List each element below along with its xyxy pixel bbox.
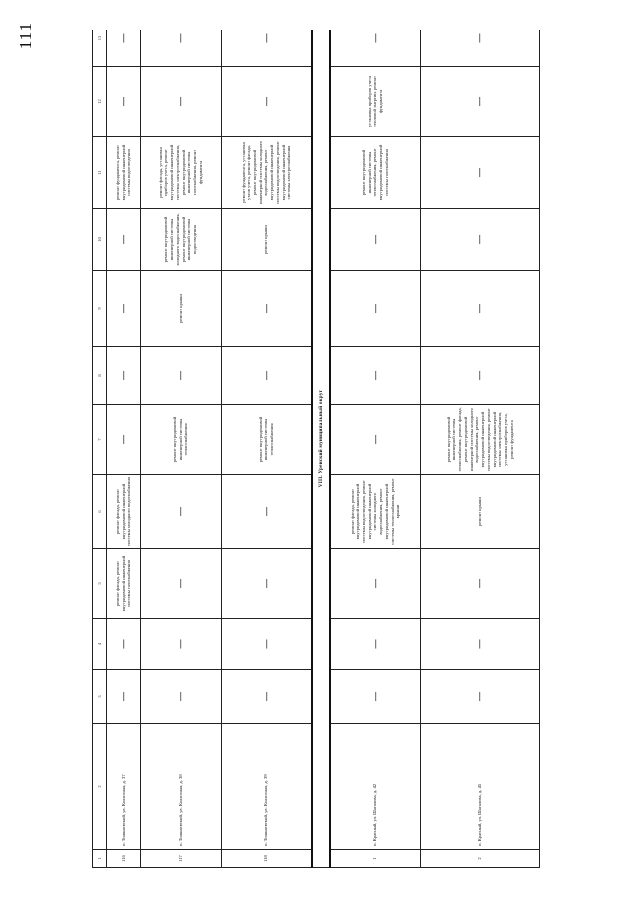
work-cell: —: [140, 619, 221, 670]
rotated-table-container: [92, 30, 540, 868]
table-row: [221, 30, 312, 868]
column-number-header: 12: [93, 67, 107, 137]
work-cell: —: [221, 30, 312, 67]
work-cell: —: [330, 549, 421, 619]
work-cell: —: [330, 30, 421, 67]
work-cell: —: [107, 619, 140, 670]
work-cell: —: [107, 405, 140, 475]
work-cell: —: [107, 347, 140, 405]
column-number-header: 2: [93, 724, 107, 850]
row-number: 117: [140, 850, 221, 868]
table-row: [107, 30, 140, 868]
work-cell: ремонт внутридомовой инженерной системы теплоснабжения: [221, 405, 312, 475]
work-cell: —: [107, 209, 140, 271]
work-cell: ремонт фасада, ремонт внутридомовой инженерной системы холодного водоснабжения: [107, 475, 140, 549]
column-number-header: 4: [93, 619, 107, 670]
work-cell: —: [330, 271, 421, 347]
column-number-header: 1: [93, 850, 107, 868]
row-number: 116: [107, 850, 140, 868]
column-number-header: 6: [93, 475, 107, 549]
work-cell: —: [421, 670, 540, 724]
work-cell: —: [421, 30, 540, 67]
work-cell: —: [107, 67, 140, 137]
work-cell: —: [330, 209, 421, 271]
work-cell: —: [140, 549, 221, 619]
row-number: 2: [421, 850, 540, 868]
work-cell: ремонт внутридомовой инженерной системы теплоснабжения, ремонт внутридомовой инженерной системы газоснабжения: [330, 137, 421, 209]
work-cell: —: [221, 271, 312, 347]
repair-schedule-table: [92, 30, 540, 868]
work-cell: —: [330, 619, 421, 670]
page-number: 111: [16, 22, 35, 50]
work-cell: —: [421, 67, 540, 137]
work-cell: ремонт фасада, установка приборов учета, ремонт внутридомовой инженерной системы электроснабжения, ремонт внутридомовой инженерной системы газоснабжения, ремонт фундамента: [140, 137, 221, 209]
address-cell: п. Красный, ул. Шагалова, д. 42: [330, 724, 421, 850]
column-number-header: 7: [93, 405, 107, 475]
work-cell: ремонт крыши: [140, 271, 221, 347]
work-cell: —: [221, 619, 312, 670]
row-number: 1: [330, 850, 421, 868]
work-cell: —: [421, 209, 540, 271]
work-cell: ремонт фундамента, ремонт внутридомовой инженерной системы водоотведения: [107, 137, 140, 209]
work-cell: —: [421, 271, 540, 347]
work-cell: —: [221, 67, 312, 137]
work-cell: ремонт внутридомовой инженерной системы теплоснабжения: [140, 405, 221, 475]
work-cell: —: [140, 67, 221, 137]
work-cell: —: [221, 347, 312, 405]
work-cell: —: [107, 271, 140, 347]
work-cell: —: [107, 30, 140, 67]
section-title: VIII. Уренский муниципальный округ: [312, 30, 329, 868]
column-number-header: 3: [93, 670, 107, 724]
work-cell: —: [421, 347, 540, 405]
work-cell: —: [421, 137, 540, 209]
column-number-header: 13: [93, 30, 107, 67]
header-row: [93, 30, 107, 868]
work-cell: —: [330, 405, 421, 475]
work-cell: ремонт фасада, ремонт внутридомовой инженерной системы водоотведения, ремонт внутридомовой инженерной системы холодного водоснабжения, ремонт внутридомовой инженерной системы теплоснабжения, ремонт крыши: [330, 475, 421, 549]
table-row: [330, 30, 421, 868]
work-cell: —: [107, 670, 140, 724]
column-number-header: 9: [93, 271, 107, 347]
column-number-header: 11: [93, 137, 107, 209]
work-cell: —: [330, 670, 421, 724]
table-row: [421, 30, 540, 868]
work-cell: —: [330, 347, 421, 405]
address-cell: п. Тоншаевский, ул. Колхозная, д. 39: [221, 724, 312, 850]
work-cell: ремонт фундамента, установка узлов учета, ремонт фасада, ремонт внутридомовой инженерной системы холодного водоснабжения, ремонт внутридомовой инженерной системы водоотведения, ремонт внутридомовой инженерной системы электроснабжения: [221, 137, 312, 209]
address-cell: п. Тоншаевский, ул. Колхозная, д. 37: [107, 724, 140, 850]
work-cell: —: [140, 670, 221, 724]
work-cell: установка приборов учета тепловой энергии, ремонт фундамента: [330, 67, 421, 137]
work-cell: ремонт внутридомовой инженерной системы холодного водоснабжения, ремонт внутридомовой инженерной системы водоотведения: [140, 209, 221, 271]
work-cell: —: [221, 475, 312, 549]
section-row: [312, 30, 329, 868]
work-cell: ремонт фасада, ремонт внутридомовой инженерной системы газоснабжения: [107, 549, 140, 619]
work-cell: ремонт крыши: [221, 209, 312, 271]
work-cell: —: [221, 670, 312, 724]
table-row: [140, 30, 221, 868]
column-number-header: 8: [93, 347, 107, 405]
column-number-header: 10: [93, 209, 107, 271]
row-number: 118: [221, 850, 312, 868]
address-cell: п. Тоншаевский, ул. Колхозная, д. 38: [140, 724, 221, 850]
work-cell: —: [221, 549, 312, 619]
work-cell: —: [421, 619, 540, 670]
work-cell: ремонт крыши: [421, 475, 540, 549]
work-cell: —: [140, 475, 221, 549]
work-cell: —: [140, 347, 221, 405]
work-cell: —: [421, 549, 540, 619]
work-cell: ремонт внутридомовой инженерной системы теплоснабжения, ремонт фасада, ремонт внутридомовой инженерной системы холодного водоснабжения, ремонт внутридомовой инженерной системы водоотведения, ремонт внутридомовой инженерной системы электроснабжения, установка приборов учета, ремонт фундамента: [421, 405, 540, 475]
address-cell: п. Красный, ул. Шагалова, д. 45: [421, 724, 540, 850]
work-cell: —: [140, 30, 221, 67]
column-number-header: 5: [93, 549, 107, 619]
